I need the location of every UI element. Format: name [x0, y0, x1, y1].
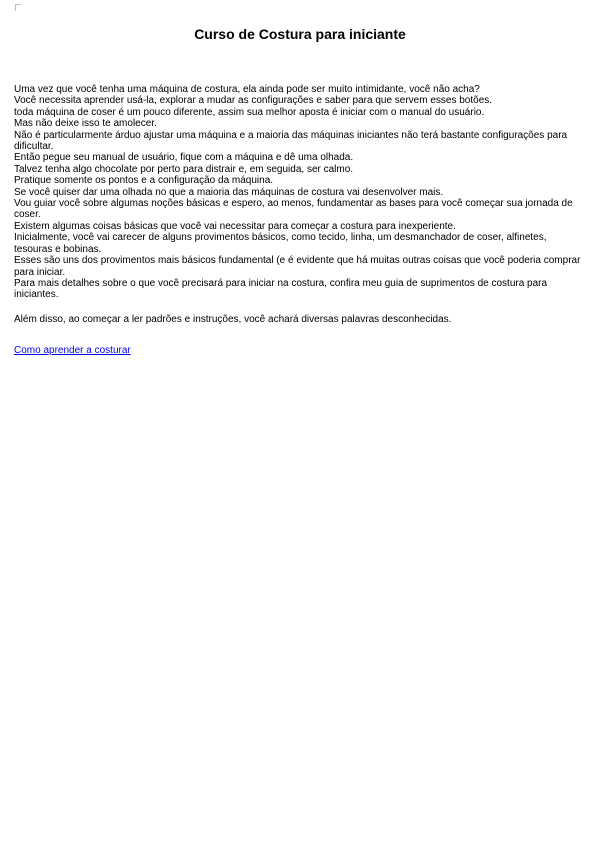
closing-paragraph: Além disso, ao começar a ler padrões e instruções, você achará diversas palavras desconhecidas. — [14, 314, 452, 325]
text-line: Vou guiar você sobre algumas noções básicas e espero, ao menos, fundamentar as bases para você começar sua jornada de — [14, 198, 573, 210]
corner-crop-mark — [15, 4, 21, 11]
text-line: Mas não deixe isso te amolecer. — [14, 118, 157, 130]
text-line: Então pegue seu manual de usuário, fique com a máquina e dê uma olhada. — [14, 152, 354, 164]
text-line: Não é particularmente árduo ajustar uma máquina e a maioria das máquinas iniciantes não terá bastante configurações para — [14, 129, 568, 141]
text-line: Se você quiser dar uma olhada no que a maioria das máquinas de costura vai desenvolver mais. — [14, 186, 444, 198]
text-line: para iniciar. — [14, 266, 66, 278]
text-line: coser. — [14, 209, 41, 221]
text-line: Existem algumas coisas básicas que você vai necessitar para começar a costura para inexperiente. — [14, 220, 456, 232]
text-line: Você necessita aprender usá-la, explorar a mudar as configurações e saber para que servem esses botões. — [14, 95, 493, 107]
body-text — [14, 84, 586, 301]
text-line: tesouras e bobinas. — [14, 243, 102, 255]
text-line: Pratique somente os pontos e a configuração da máquina. — [14, 175, 274, 187]
text-line: Talvez tenha algo chocolate por perto para distrair e, em seguida, ser calmo. — [14, 163, 354, 175]
text-line: Esses são uns dos provimentos mais básicos fundamental (e é evidente que há muitas outras coisas que você poderia comprar — [14, 255, 581, 267]
text-line: iniciantes. — [14, 289, 59, 301]
text-line: Para mais detalhes sobre o que você precisará para iniciar na costura, confira meu guia de suprimentos de costura para — [14, 277, 548, 289]
text-line: Inicialmente, você vai carecer de alguns provimentos básicos, como tecido, linha, um desmanchador de coser, alfinetes, — [14, 232, 547, 244]
learn-sewing-link[interactable]: Como aprender a costurar — [14, 345, 131, 356]
text-line: Uma vez que você tenha uma máquina de costura, ela ainda pode ser muito intimidante, você não acha? — [14, 84, 480, 95]
text-line: toda máquina de coser é um pouco diferente, assim sua melhor aposta é iniciar com o manual do usuário. — [14, 106, 485, 118]
page-title: Curso de Costura para iniciante — [194, 26, 406, 42]
text-line: dificultar. — [14, 141, 54, 153]
